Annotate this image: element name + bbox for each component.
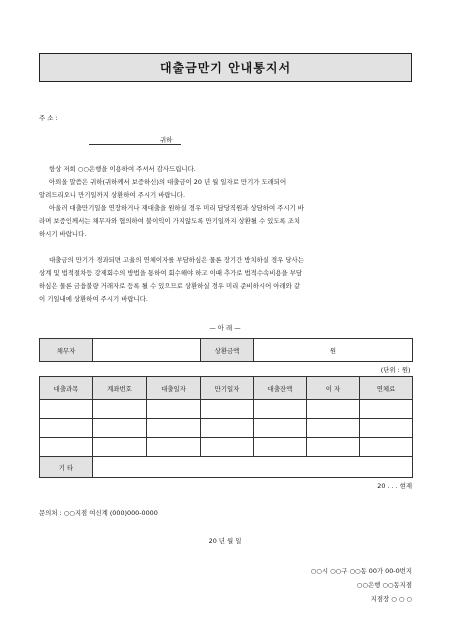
warning-line: 상계 및 법적절차등 강제회수의 방법을 통하여 회수해야 하고 이때 추가로 법적수속비용을 부담 <box>39 269 303 277</box>
contact-info: 문의처 : ○○지점 여신계 (000)000-0000 <box>39 509 158 517</box>
warning-line: 이 기일내에 상환하여 주시기 바랍니다. <box>39 295 148 303</box>
column-header: 대출잔액 <box>254 377 307 400</box>
table-cell <box>307 438 360 457</box>
column-header: 만기일자 <box>201 377 254 400</box>
column-header: 대출과목 <box>40 377 93 400</box>
etc-value-cell <box>93 457 413 478</box>
unit-note: (단위 : 원) <box>40 362 413 377</box>
table-cell <box>254 438 307 457</box>
branch-manager: 지점장 ○ ○ ○ <box>370 595 412 603</box>
current-date: 20 . . . 현재 <box>377 482 412 490</box>
intro-line: 항상 저희 ○○은행을 이용하여 주셔서 감사드립니다. <box>49 165 196 173</box>
table-cell <box>201 419 254 438</box>
table-cell <box>307 400 360 419</box>
intro-paragraph <box>39 163 412 241</box>
table-row <box>40 419 413 438</box>
intro-line: 라며 보증인께서는 채무자와 협의하여 불이익이 가지않도록 만기일까지 상환될 수 있도록 조치 <box>39 217 301 225</box>
table-cell <box>201 400 254 419</box>
intro-line: 아울러 대출만기일을 연장하거나 재대출을 원하실 경우 미리 담당직원과 상담하여 주시기 바 <box>49 204 304 212</box>
table-row <box>40 438 413 457</box>
table-cell <box>147 438 201 457</box>
warning-line: 하심은 물론 금융불량 거래자로 등록 될 수 있으므로 상환하실 경우 미리 준비하시어 아래와 같 <box>39 282 300 290</box>
table-cell <box>93 400 147 419</box>
table-cell <box>360 438 413 457</box>
honorific: 귀하 <box>160 136 173 144</box>
document-title: 대출금만기 안내통지서 <box>39 53 412 82</box>
recipient-name-line <box>89 144 181 145</box>
table-cell <box>254 400 307 419</box>
table-cell <box>360 400 413 419</box>
column-header: 연체료 <box>360 377 413 400</box>
table-cell <box>254 419 307 438</box>
table-cell <box>147 419 201 438</box>
table-cell <box>40 400 93 419</box>
sender-address: ○○시 ○○구 ○○동 00가 00-0번지 <box>310 567 412 575</box>
repay-amount-label-cell: 상환금액 <box>201 339 254 362</box>
column-header: 계좌번호 <box>93 377 147 400</box>
intro-line: 아뢰올 말씀은 귀하(귀하께서 보증하신)의 대출금이 20 년 월 일자로 만기가 도래되어 <box>49 178 287 186</box>
loan-table <box>39 338 413 478</box>
repay-amount-value-cell: 원 <box>254 339 413 362</box>
table-cell <box>360 419 413 438</box>
issue-date: 20 년 월 일 <box>208 537 242 545</box>
etc-label-cell: 기 타 <box>40 457 93 478</box>
warning-paragraph <box>39 254 412 306</box>
table-cell <box>307 419 360 438</box>
debtor-label-cell: 채무자 <box>40 339 93 362</box>
table-cell <box>201 438 254 457</box>
table-cell <box>40 438 93 457</box>
column-header: 이 자 <box>307 377 360 400</box>
debtor-value-cell <box>93 339 201 362</box>
table-cell <box>93 438 147 457</box>
warning-line: 대출금의 만기가 경과되면 고율의 연체이자를 부담하심은 물론 장기간 방치하실 경우 당사는 <box>49 256 304 264</box>
column-header: 대출일자 <box>147 377 201 400</box>
table-row <box>40 400 413 419</box>
table-cell <box>40 419 93 438</box>
sender-bank: ○○은행 ○○동지점 <box>356 581 412 589</box>
table-cell <box>93 419 147 438</box>
intro-line: 하시기 바랍니다. <box>39 230 87 238</box>
intro-line: 알려드리오니 만기일까지 상환하여 주시기 바랍니다. <box>39 191 185 199</box>
table-cell <box>147 400 201 419</box>
address-label: 주 소 : <box>39 114 58 122</box>
below-heading: — 아 래 — <box>209 324 241 332</box>
